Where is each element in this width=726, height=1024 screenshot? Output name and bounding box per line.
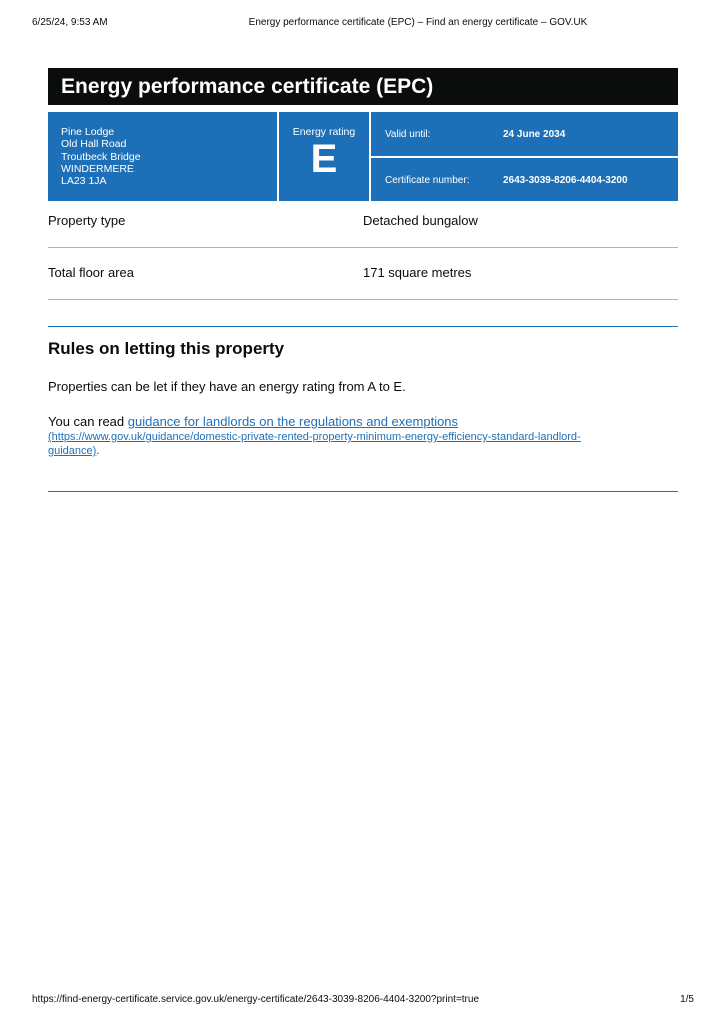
section-divider bbox=[48, 326, 678, 327]
guidance-prefix: You can read bbox=[48, 414, 128, 429]
valid-until-label: Valid until: bbox=[385, 129, 431, 140]
guidance-url-line-2-text[interactable]: guidance) bbox=[48, 445, 97, 457]
certificate-number-label: Certificate number: bbox=[385, 175, 470, 186]
address-line: Pine Lodge bbox=[61, 126, 115, 138]
guidance-url-line-1[interactable]: (https://www.gov.uk/guidance/domestic-private-rented-property-minimum-energy-efficiency-standard-landlord- bbox=[48, 431, 581, 443]
property-type-value: Detached bungalow bbox=[363, 213, 478, 228]
address-line: WINDERMERE bbox=[61, 162, 134, 175]
page-number: 1/5 bbox=[680, 994, 694, 1005]
letting-heading: Rules on letting this property bbox=[48, 339, 285, 358]
letting-rule-text: Properties can be let if they have an energy rating from A to E. bbox=[48, 379, 406, 394]
energy-rating-label: Energy rating bbox=[292, 126, 356, 138]
certificate-number-value: 2643-3039-8206-4404-3200 bbox=[503, 175, 628, 186]
guidance-url-line-2[interactable] bbox=[48, 445, 99, 457]
floor-area-label: Total floor area bbox=[48, 265, 134, 280]
print-datetime: 6/25/24, 9:53 AM bbox=[32, 17, 108, 28]
guidance-paragraph bbox=[48, 414, 458, 429]
print-url: https://find-energy-certificate.service.gov.uk/energy-certificate/2643-3039-8206-4404-3200?print=true bbox=[32, 994, 480, 1005]
energy-rating-box bbox=[279, 112, 369, 201]
address-line: LA23 1JA bbox=[61, 175, 107, 188]
property-type-row bbox=[48, 201, 678, 248]
epc-summary bbox=[48, 112, 678, 201]
address-line: Troutbeck Bridge bbox=[61, 150, 141, 163]
guidance-period: . bbox=[96, 445, 100, 457]
section-divider bbox=[48, 491, 678, 492]
valid-until-value: 24 June 2034 bbox=[503, 129, 566, 140]
print-header bbox=[0, 17, 726, 31]
print-page-title: Energy performance certificate (EPC) – Find an energy certificate – GOV.UK bbox=[248, 17, 588, 28]
energy-rating-letter: E bbox=[310, 137, 338, 181]
valid-until-box bbox=[371, 112, 678, 156]
floor-area-value: 171 square metres bbox=[363, 265, 472, 280]
floor-area-row bbox=[48, 253, 678, 300]
guidance-link[interactable]: guidance for landlords on the regulations and exemptions bbox=[127, 414, 459, 429]
address-line: Old Hall Road bbox=[61, 138, 127, 151]
property-type-label: Property type bbox=[48, 213, 126, 228]
property-address bbox=[48, 112, 277, 201]
page-title: Energy performance certificate (EPC) bbox=[48, 68, 678, 105]
certificate-number-box bbox=[371, 158, 678, 201]
